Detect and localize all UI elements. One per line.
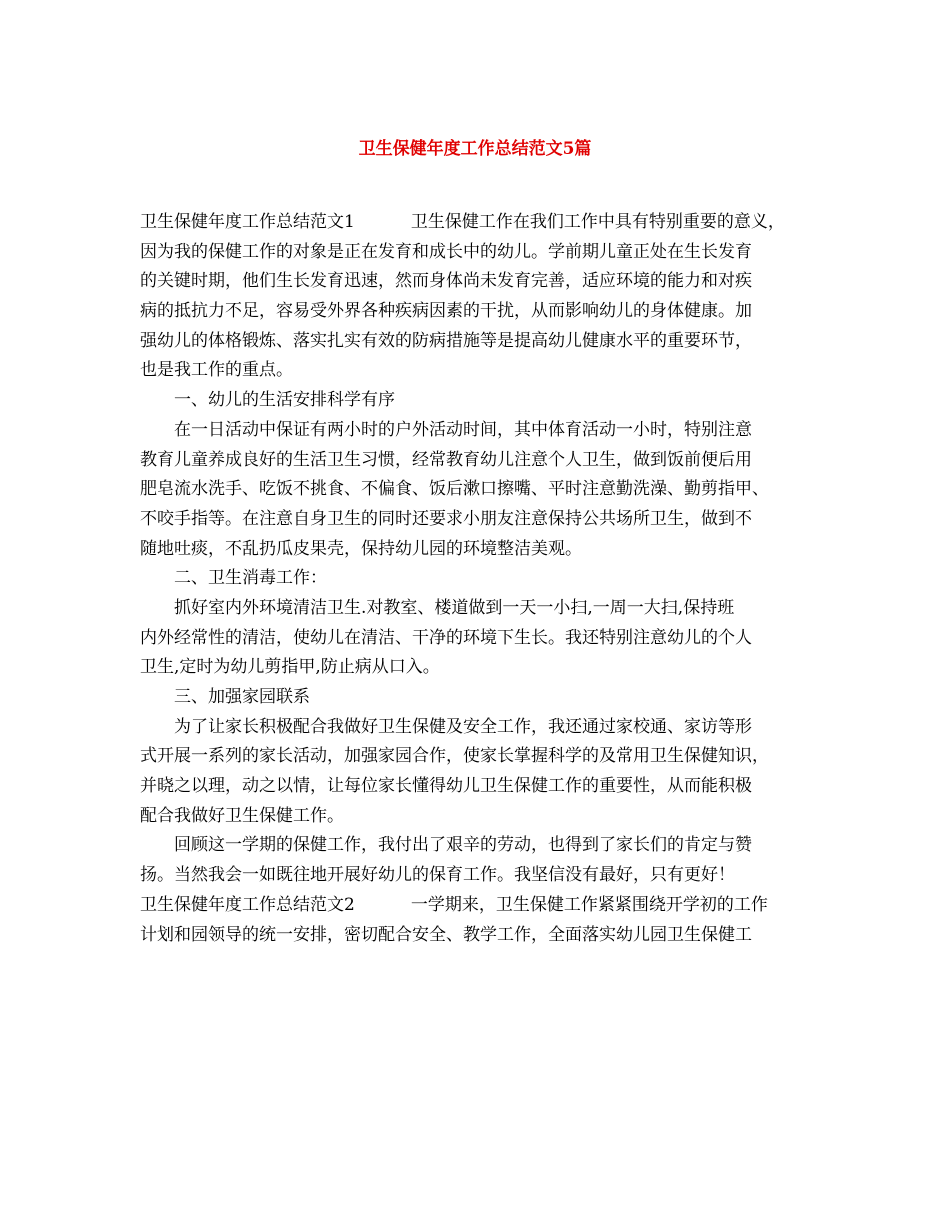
paragraph-line: 卫生保健年度工作总结范文1 卫生保健工作在我们工作中具有特别重要的意义， <box>140 212 785 232</box>
paragraph-line: 病的抵抗力不足，容易受外界各种疾病因素的干扰，从而影响幼儿的身体健康。加 <box>140 301 752 322</box>
subheading: 二、卫生消毒工作： <box>174 568 327 589</box>
paragraph-line: 式开展一系列的家长活动，加强家园合作，使家长掌握科学的及常用卫生保健知识， <box>140 746 769 767</box>
paragraph-line: 随地吐痰，不乱扔瓜皮果壳，保持幼儿园的环境整洁美观。 <box>140 538 582 559</box>
document-body <box>140 208 820 950</box>
paragraph-line: 配合我做好卫生保健工作。 <box>140 805 344 826</box>
paragraph-line: 为了让家长积极配合我做好卫生保健及安全工作，我还通过家校通、家访等形 <box>174 716 752 737</box>
paragraph-line: 在一日活动中保证有两小时的户外活动时间，其中体育活动一小时，特别注意 <box>174 419 752 440</box>
paragraph-line: 因为我的保健工作的对象是正在发育和成长中的幼儿。学前期儿童正处在生长发育 <box>140 241 752 262</box>
paragraph-line: 回顾这一学期的保健工作，我付出了艰辛的劳动，也得到了家长们的肯定与赞 <box>174 835 752 856</box>
section-heading: 卫生保健年度工作总结范文2 <box>140 894 355 915</box>
paragraph-line: 内外经常性的清洁，使幼儿在清洁、干净的环境下生长。我还特别注意幼儿的个人 <box>140 627 752 648</box>
paragraph-line: 的关键时期，他们生长发育迅速，然而身体尚未发育完善，适应环境的能力和对疾 <box>140 271 752 292</box>
paragraph-line: 也是我工作的重点。 <box>140 360 293 381</box>
paragraph-line: 卫生,定时为幼儿剪指甲,防止病从口入。 <box>140 657 440 678</box>
subheading: 一、幼儿的生活安排科学有序 <box>174 390 395 411</box>
paragraph-line: 不咬手指等。在注意自身卫生的同时还要求小朋友注意保持公共场所卫生，做到不 <box>140 508 752 529</box>
paragraph-line: 卫生保健年度工作总结范文2 一学期来，卫生保健工作紧紧围绕开学初的工作 <box>140 894 768 915</box>
paragraph-line: 强幼儿的体格锻炼、落实扎实有效的防病措施等是提高幼儿健康水平的重要环节， <box>140 330 752 351</box>
subheading: 三、加强家园联系 <box>174 687 310 707</box>
paragraph-line: 抓好室内外环境清洁卫生.对教室、楼道做到一天一小扫,一周一大扫,保持班 <box>174 597 735 618</box>
section-heading: 卫生保健年度工作总结范文1 <box>140 212 355 232</box>
document-title: 卫生保健年度工作总结范文5篇 <box>358 139 592 159</box>
paragraph-line: 并晓之以理，动之以情，让每位家长懂得幼儿卫生保健工作的重要性，从而能积极 <box>140 776 752 797</box>
paragraph-line: 计划和园领导的统一安排，密切配合安全、教学工作，全面落实幼儿园卫生保健工 <box>140 924 752 945</box>
paragraph-line: 肥皂流水洗手、吃饭不挑食、不偏食、饭后漱口擦嘴、平时注意勤洗澡、勤剪指甲、 <box>140 479 769 500</box>
paragraph-line: 教育儿童养成良好的生活卫生习惯，经常教育幼儿注意个人卫生，做到饭前便后用 <box>140 449 752 470</box>
paragraph-line: 扬。当然我会一如既往地开展好幼儿的保育工作。我坚信没有最好，只有更好！ <box>140 865 735 886</box>
